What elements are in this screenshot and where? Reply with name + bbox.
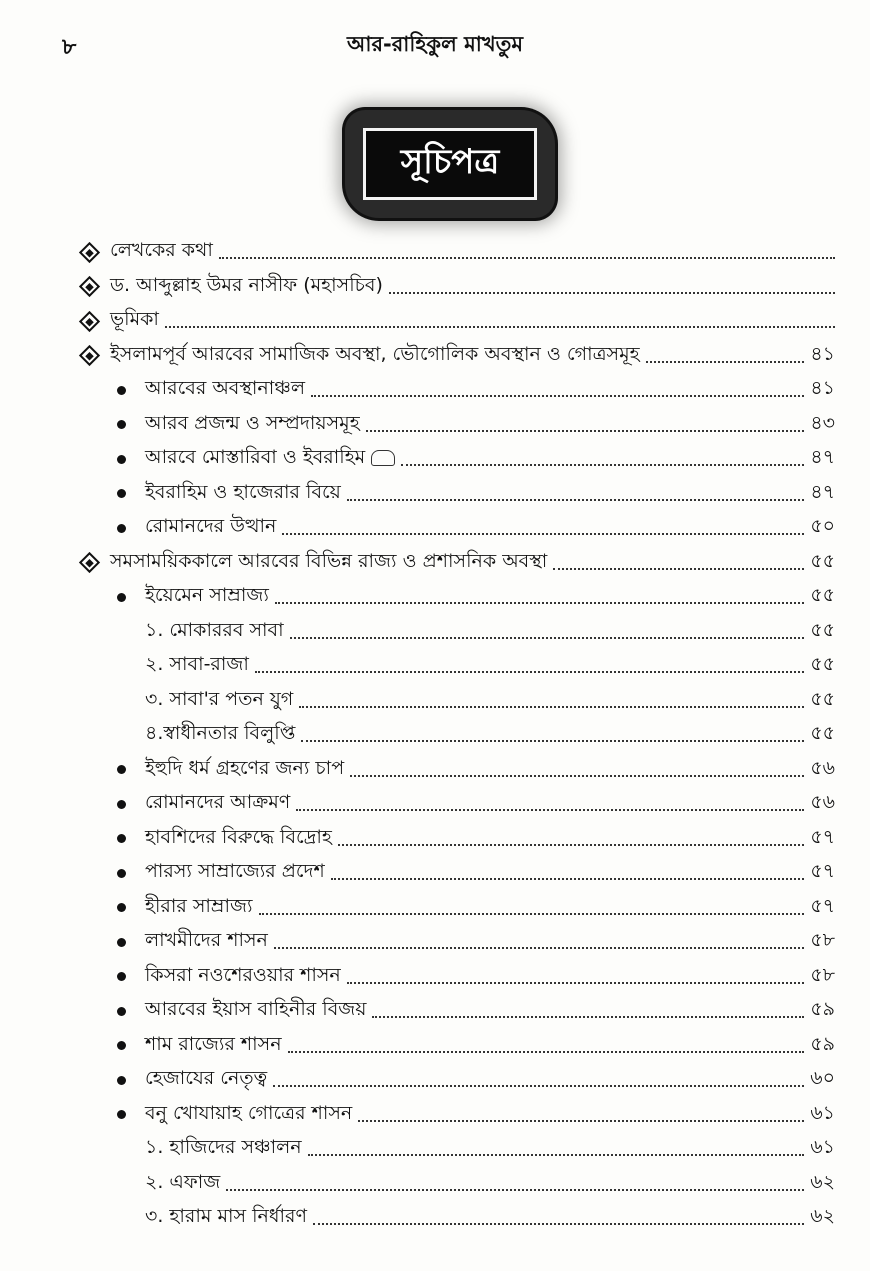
toc-entry-page: ৫৬ <box>810 791 835 813</box>
toc-entry <box>0 958 870 990</box>
toc-entry <box>0 854 870 886</box>
toc-entry-page: ৬১ <box>810 1101 835 1124</box>
dot-leader <box>331 876 804 880</box>
toc-entry-label: সমসাময়িককালে আরবের বিভিন্ন রাজ্য ও প্রশাসনিক অবস্থা <box>110 549 548 572</box>
toc-entry-page: ৫৮ <box>810 929 835 951</box>
dot-leader <box>311 393 804 397</box>
toc-entry <box>0 1027 870 1059</box>
toc-entry-label: ৩. সাবা'র পতন যুগ <box>145 687 294 710</box>
dot-bullet-icon <box>112 795 130 813</box>
toc-entry-page: ৬২ <box>810 1205 835 1227</box>
toc-entry-label: রোমানদের উত্থান <box>145 515 277 537</box>
dot-leader <box>358 1118 804 1122</box>
toc-entry <box>0 785 870 817</box>
toc-entry <box>0 889 870 921</box>
toc-entry <box>0 440 870 472</box>
toc-entry <box>0 682 870 714</box>
toc-entry <box>0 992 870 1024</box>
dot-bullet-icon <box>112 968 130 986</box>
dot-bullet-icon <box>112 416 130 434</box>
toc-entry-page: ৫৯ <box>810 1032 835 1055</box>
dot-leader <box>401 462 804 466</box>
toc-entry <box>0 1165 870 1197</box>
toc-entry-page: ৫৭ <box>810 894 835 917</box>
dot-leader <box>219 255 835 259</box>
dot-bullet-icon <box>112 381 130 399</box>
toc-entry-page: ৫৫ <box>810 549 835 572</box>
dot-leader <box>389 290 835 294</box>
toc-entry-label: আরবে মোস্তারিবা ও ইবরাহিম <box>145 446 395 468</box>
dot-bullet-icon <box>112 933 130 951</box>
diamond-bullet-icon <box>80 312 98 330</box>
toc-entry <box>0 647 870 679</box>
toc-entry <box>0 233 870 265</box>
dot-leader <box>299 704 804 708</box>
toc-entry-label: ২. এফাজ <box>145 1170 221 1193</box>
toc-entry-page: ৪৩ <box>810 411 835 434</box>
dot-leader <box>273 1083 804 1087</box>
toc-entry-label: কিসরা নওশেরওয়ার শাসন <box>145 963 341 986</box>
dot-bullet-icon <box>112 899 130 917</box>
toc-title-frame <box>345 110 555 218</box>
running-title: আর-রাহিকুল মাখতুম <box>346 32 524 56</box>
diamond-bullet-icon <box>80 347 98 365</box>
toc-entry <box>0 751 870 783</box>
toc-entry-page: ৫৬ <box>810 756 835 779</box>
toc-entry-label: ইহুদি ধর্ম গ্রহণের জন্য চাপ <box>145 756 345 779</box>
toc-entry-page: ৬১ <box>810 1136 835 1158</box>
toc-entry <box>0 1061 870 1093</box>
toc-entry-page: ৫৫ <box>810 722 835 744</box>
dot-leader <box>275 600 804 604</box>
dot-leader <box>255 669 804 673</box>
dot-leader <box>274 945 804 949</box>
dot-leader <box>553 566 804 570</box>
toc-entry-label: ২. সাবা-রাজা <box>145 653 249 675</box>
dot-bullet-icon <box>112 1002 130 1020</box>
toc-entry-page: ৫৯ <box>810 998 835 1020</box>
toc-entry-label: ইসলামপূর্ব আরবের সামাজিক অবস্থা, ভৌগোলিক অবস্থান ও গোত্রসমূহ <box>110 342 640 365</box>
toc-entry-label: লেখকের কথা <box>110 239 213 261</box>
toc-entry <box>0 716 870 748</box>
dot-leader <box>366 428 804 432</box>
dot-leader <box>165 324 835 328</box>
toc-entry <box>0 1130 870 1162</box>
diamond-bullet-icon <box>80 278 98 296</box>
toc-entry <box>0 923 870 955</box>
toc-entry-page: ৫৭ <box>810 860 835 882</box>
toc-entry-label: হাবশিদের বিরুদ্ধে বিদ্রোহ <box>145 825 332 848</box>
dot-leader <box>282 531 804 535</box>
toc-entry-label: বনু খোযায়াহ গোত্রের শাসন <box>145 1101 353 1124</box>
toc-entry-label: আরবের অবস্থানাঞ্চল <box>145 377 306 399</box>
toc-entry-page: ৫০ <box>810 515 835 537</box>
toc-title: সূচিপত্র <box>363 128 537 200</box>
diamond-bullet-icon <box>80 554 98 572</box>
toc-entry-page: ৫৫ <box>810 653 835 675</box>
dot-bullet-icon <box>112 1106 130 1124</box>
dot-leader <box>350 773 804 777</box>
dot-bullet-icon <box>112 588 130 606</box>
toc-entry-page: ৪৭ <box>810 446 835 468</box>
toc-entry <box>0 509 870 541</box>
toc-entry-page: ৪১ <box>810 377 835 399</box>
toc-entry-label: হীরার সাম্রাজ্য <box>145 894 253 917</box>
toc-entry-label: ভূমিকা <box>110 308 159 330</box>
toc-entry-label: ইবরাহিম ও হাজেরার বিয়ে <box>145 480 341 503</box>
toc-entry-label: লাখমীদের শাসন <box>145 929 268 951</box>
toc-entry <box>0 406 870 438</box>
toc-entry-label: আরবের ইয়াস বাহিনীর বিজয় <box>145 998 367 1020</box>
toc-entry <box>0 578 870 610</box>
toc-entry <box>0 302 870 334</box>
dot-leader <box>646 359 804 363</box>
page-number: ৮ <box>62 35 77 60</box>
toc-entry-page: ৬০ <box>810 1067 835 1089</box>
dot-leader <box>347 497 804 501</box>
toc-entry-label: রোমানদের আক্রমণ <box>145 791 291 813</box>
dot-leader <box>259 911 804 915</box>
dot-leader <box>372 1014 804 1018</box>
toc-entry <box>0 268 870 300</box>
dot-bullet-icon <box>112 1037 130 1055</box>
dot-bullet-icon <box>112 450 130 468</box>
dot-leader <box>338 842 804 846</box>
toc-entry-label: ৩. হারাম মাস নির্ধারণ <box>145 1205 308 1227</box>
toc-entry <box>0 337 870 369</box>
dot-leader <box>226 1187 804 1191</box>
toc-entry-page: ৫৫ <box>810 584 835 606</box>
dot-leader <box>296 807 804 811</box>
toc-entry-label: পারস্য সাম্রাজ্যের প্রদেশ <box>145 860 325 882</box>
dot-leader <box>290 635 804 639</box>
toc-entry-page: ৫৫ <box>810 618 835 641</box>
dot-bullet-icon <box>112 485 130 503</box>
toc-entry-label: আরব প্রজন্ম ও সম্প্রদায়সমূহ <box>145 411 360 434</box>
dot-leader <box>313 1221 804 1225</box>
toc-entry <box>0 544 870 576</box>
dot-bullet-icon <box>112 830 130 848</box>
toc-entry <box>0 820 870 852</box>
toc-entry-page: ৫৫ <box>810 687 835 710</box>
dot-bullet-icon <box>112 1071 130 1089</box>
toc-entry-label: হেজাযের নেতৃত্ব <box>145 1067 268 1089</box>
dot-bullet-icon <box>112 864 130 882</box>
honorific-ornament-icon <box>371 450 395 466</box>
toc-entry <box>0 613 870 645</box>
toc-entry-page: ৫৮ <box>810 963 835 986</box>
toc-entry-label: ইয়েমেন সাম্রাজ্য <box>145 584 269 606</box>
toc-entry-label: ড. আব্দুল্লাহ উমর নাসীফ (মহাসচিব) <box>110 273 383 296</box>
toc-entry-page: ৬২ <box>810 1170 835 1193</box>
toc-entry-page: ৪১ <box>810 342 835 365</box>
toc-entry-label: শাম রাজ্যের শাসন <box>145 1032 282 1055</box>
toc-entry-label: ১. মোকাররব সাবা <box>145 618 284 641</box>
dot-leader <box>288 1049 804 1053</box>
toc-entry-label: ৪.স্বাধীনতার বিলুপ্তি <box>145 722 296 744</box>
toc-entry <box>0 371 870 403</box>
dot-leader <box>347 980 804 984</box>
dot-leader <box>308 1152 804 1156</box>
toc-entry <box>0 1199 870 1231</box>
toc-entry-label: ১. হাজিদের সঞ্চালন <box>145 1136 302 1158</box>
toc-entry-page: ৫৭ <box>810 825 835 848</box>
toc-entry-page: ৪৭ <box>810 480 835 503</box>
toc-entry <box>0 1096 870 1128</box>
dot-bullet-icon <box>112 761 130 779</box>
dot-bullet-icon <box>112 519 130 537</box>
toc-entry <box>0 475 870 507</box>
dot-leader <box>301 738 804 742</box>
diamond-bullet-icon <box>80 243 98 261</box>
